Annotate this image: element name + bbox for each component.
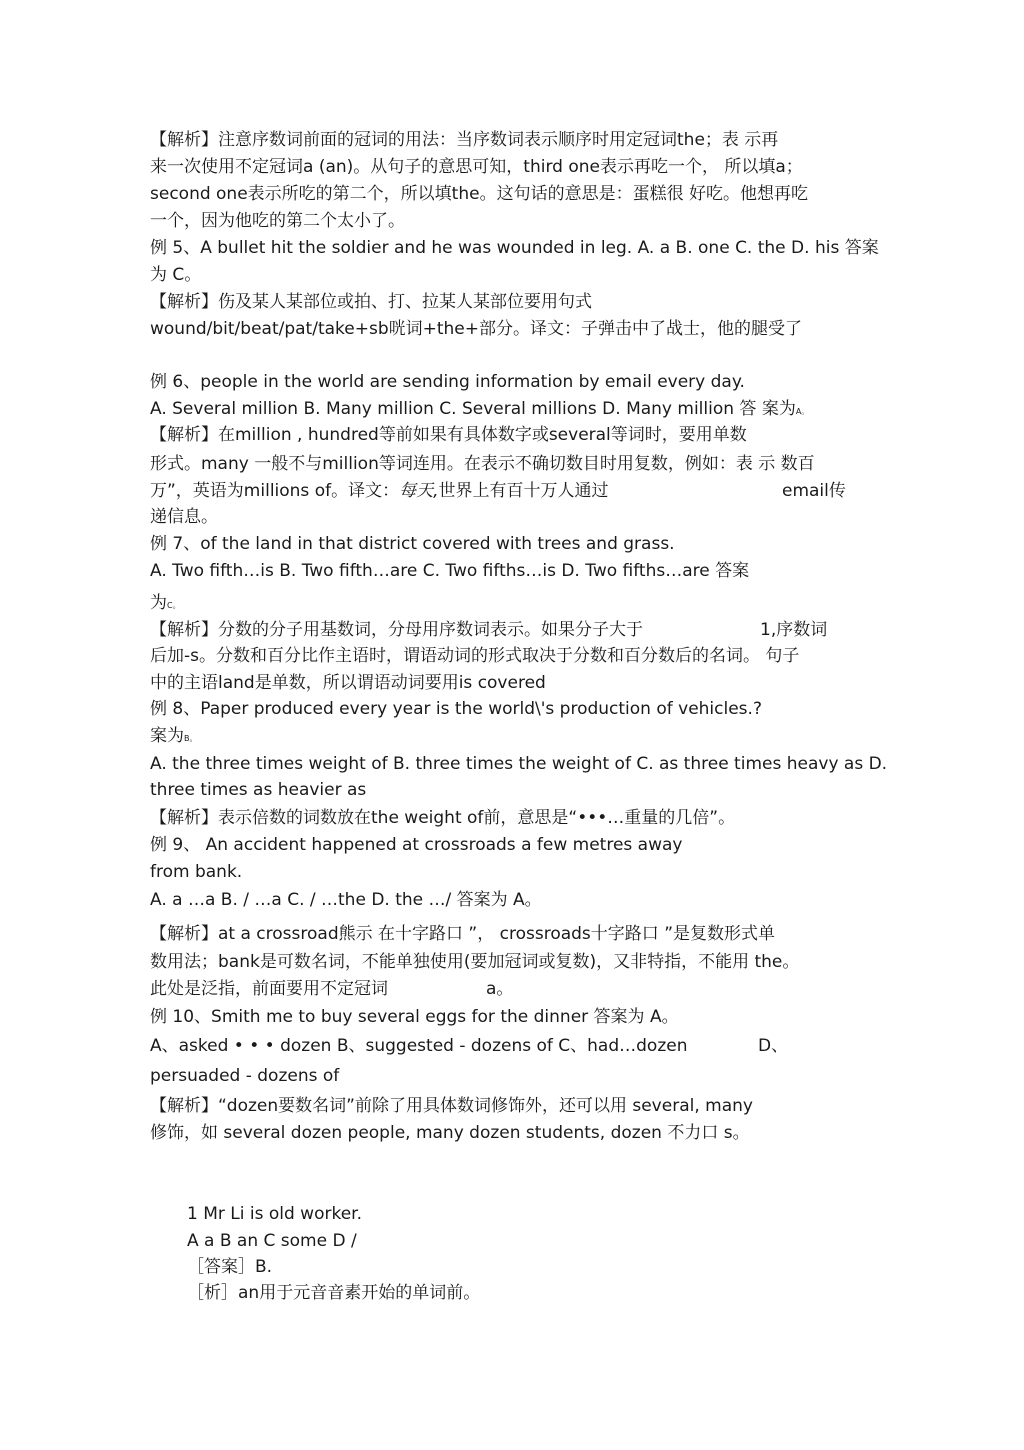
- exercise-1-analysis: ［析］an用于元音音素开始的单词前。: [187, 1283, 481, 1303]
- text-line: 【解析】分数的分子用基数词，分母用序数词表示。如果分子大于: [150, 620, 643, 640]
- example-7-question: 例 7、of the land in that district covered with trees and grass.: [150, 534, 675, 554]
- exercise-1-question: 1 Mr Li is old worker.: [187, 1204, 363, 1224]
- text-line: 递信息。: [150, 507, 218, 527]
- exercise-1-answer: ［答案］B.: [187, 1257, 273, 1277]
- answer-letter: B。: [184, 734, 198, 743]
- text-segment-italic: 每天,: [399, 481, 439, 501]
- text-line: 数用法；bank是可数名词，不能单独使用(要加冠词或复数)，又非特指，不能用 the。: [150, 952, 800, 972]
- text-line: 【解析】at a crossroad熊示 在十字路口 ”， crossroads十字路口 ”是复数形式单: [150, 924, 775, 944]
- text-line: 中的主语land是单数，所以谓语动词要用is covered: [150, 673, 546, 693]
- example-7-options: A. Two fifth…is B. Two fifth…are C. Two fifths…is D. Two fifths…are 答案: [150, 561, 750, 581]
- text-segment: D、: [758, 1036, 789, 1056]
- text-segment: email传: [782, 481, 846, 501]
- answer-letter: C。: [167, 601, 181, 610]
- text-line: second one表示所吃的第二个，所以填the。这句话的意思是：蛋糕很 好吃。他想再吃: [150, 184, 808, 204]
- text-line: 【解析】伤及某人某部位或拍、打、拉某人某部位要用句式: [150, 292, 592, 312]
- example-8-answer: [150, 724, 198, 751]
- example-10-options: A、asked • • • dozen B、suggested - dozens of C、had…dozen: [150, 1036, 688, 1056]
- text-line: 一个，因为他吃的第二个太小了。: [150, 211, 405, 231]
- text-segment: 万”，英语为millions of。译文：: [150, 481, 400, 501]
- text-line: 【解析】注意序数词前面的冠词的用法：当序数词表示顺序时用定冠词the；表 示再: [150, 130, 779, 150]
- example-9-question-cont: from bank.: [150, 862, 243, 882]
- text-line: 【解析】在million , hundred等前如果有具体数字或several等词时，要用单数: [150, 425, 747, 445]
- example-8-options-cont: three times as heavier as: [150, 780, 367, 800]
- text-line: 后加-s。分数和百分比作主语时，谓语动词的形式取决于分数和百分数后的名词。 句子: [150, 646, 800, 666]
- example-9-question: 例 9、 An accident happened at crossroads a few metres away: [150, 835, 683, 855]
- text-segment: 世界上有百十万人通过: [438, 481, 609, 501]
- options-text: A. Several million B. Many million C. Several millions D. Many million 答 案为: [150, 399, 796, 419]
- text-segment: 为: [150, 593, 167, 613]
- example-7-answer: [150, 591, 181, 618]
- example-6-question: 例 6、people in the world are sending information by email every day.: [150, 372, 745, 392]
- example-9-options: A. a …a B. / …a C. / …the D. the …/ 答案为 A。: [150, 890, 542, 910]
- example-8-options: A. the three times weight of B. three times the weight of C. as three times heavy as D.: [150, 754, 888, 774]
- text-line: 修饰，如 several dozen people, many dozen students, dozen 不力口 s。: [150, 1123, 750, 1143]
- example-6-options: [150, 397, 809, 424]
- example-5-question: 例 5、A bullet hit the soldier and he was wounded in leg. A. a B. one C. the D. his 答案: [150, 238, 879, 258]
- example-5-answer: 为 C。: [150, 265, 202, 285]
- example-10-question: 例 10、Smith me to buy several eggs for the dinner 答案为 A。: [150, 1007, 679, 1027]
- text-line: [150, 479, 609, 503]
- exercise-1-options: A a B an C some D /: [187, 1231, 357, 1251]
- example-8-question: 例 8、Paper produced every year is the world\'s production of vehicles.?: [150, 699, 762, 719]
- text-line: 【解析】表示倍数的词数放在the weight of前，意思是“•••…重量的几倍”。: [150, 808, 736, 828]
- text-line: 【解析】“dozen要数名词”前除了用具体数词修饰外，还可以用 several, many: [150, 1096, 753, 1116]
- example-10-options-cont: persuaded - dozens of: [150, 1066, 340, 1086]
- text-line: wound/bit/beat/pat/take+sb咣词+the+部分。译文：子弹击中了战士，他的腿受了: [150, 319, 803, 339]
- text-segment: 1,序数词: [760, 620, 828, 640]
- text-line: 来一次使用不定冠词a (an)。从句子的意思可知，third one表示再吃一个， 所以填a；: [150, 157, 803, 177]
- text-segment: 案为: [150, 726, 184, 746]
- text-segment: a。: [486, 979, 514, 999]
- answer-letter: A。: [795, 407, 810, 416]
- text-line: 此处是泛指，前面要用不定冠词: [150, 979, 388, 999]
- text-line: 形式。many 一般不与million等词连用。在表示不确切数目时用复数，例如：表 示 数百: [150, 454, 815, 474]
